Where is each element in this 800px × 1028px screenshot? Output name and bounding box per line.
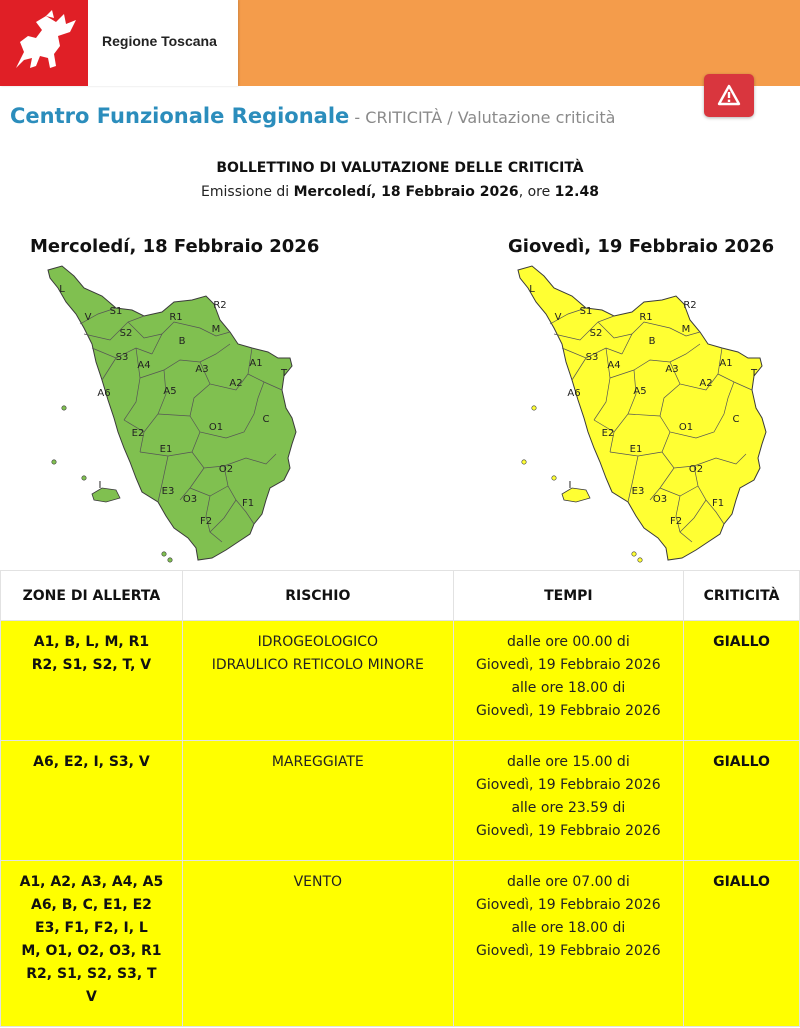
- small-island: [82, 476, 86, 480]
- site-title[interactable]: Centro Funzionale Regionale: [10, 104, 350, 128]
- zone-label: E1: [159, 444, 173, 455]
- breadcrumb: CRITICITÀ / Valutazione criticità: [365, 108, 616, 127]
- risk-cell: [182, 861, 453, 1027]
- zone-label: R2: [683, 300, 697, 311]
- zone-label: A4: [607, 360, 621, 371]
- zone-label: C: [262, 414, 270, 425]
- zones-line: A1, B, L, M, R1: [33, 634, 150, 650]
- times-line: Giovedì, 19 Febbraio 2026: [476, 657, 661, 673]
- zones-line: A1, A2, A3, A4, A5: [19, 874, 164, 890]
- zone-label: O3: [652, 494, 668, 505]
- emission-mid: , ore: [518, 184, 551, 200]
- level-cell: GIALLO: [684, 861, 800, 1027]
- times-cell: [453, 861, 683, 1027]
- bulletin-title: BOLLETTINO DI VALUTAZIONE DELLE CRITICITÀ: [216, 160, 584, 176]
- table-header-row: [1, 571, 800, 621]
- tuscany-map-today[interactable]: [40, 262, 310, 568]
- zone-label: E2: [601, 428, 615, 439]
- times-line: Giovedì, 19 Febbraio 2026: [476, 897, 661, 913]
- top-header-bar: [0, 0, 800, 86]
- zone-label: A1: [249, 358, 263, 369]
- times-line: Giovedì, 19 Febbraio 2026: [476, 823, 661, 839]
- zone-label: A5: [163, 386, 177, 397]
- zone-label: E1: [629, 444, 643, 455]
- zones-cell: [1, 861, 183, 1027]
- risk-line: VENTO: [293, 874, 343, 890]
- zone-label: F1: [241, 498, 255, 509]
- zone-label: M: [681, 324, 691, 335]
- site-title-bar: [10, 104, 615, 128]
- risk-line: IDROGEOLOGICO: [257, 634, 379, 650]
- zones-line: A6, E2, I, S3, V: [33, 754, 150, 770]
- times-cell: [453, 621, 683, 741]
- zones-line: M, O1, O2, O3, R1: [21, 943, 162, 959]
- zone-label: R1: [639, 312, 653, 323]
- zone-label: T: [750, 368, 758, 379]
- logo-text: Regione Toscana: [102, 33, 217, 49]
- zone-label: T: [280, 368, 288, 379]
- region-outline: [518, 266, 766, 560]
- times-line: Giovedì, 19 Febbraio 2026: [476, 777, 661, 793]
- island-elba: [92, 488, 120, 502]
- zone-label: S2: [589, 328, 603, 339]
- zone-label: R1: [169, 312, 183, 323]
- zone-label: O2: [688, 464, 704, 475]
- times-line: Giovedì, 19 Febbraio 2026: [476, 703, 661, 719]
- times-line: dalle ore 07.00 di: [507, 874, 630, 890]
- small-island: [632, 552, 636, 556]
- regione-toscana-logo-link[interactable]: [0, 0, 238, 86]
- risk-cell: [182, 741, 453, 861]
- table-row: [1, 621, 800, 741]
- region-outline: [48, 266, 296, 560]
- times-cell: [453, 741, 683, 861]
- risk-cell: [182, 621, 453, 741]
- header-risk: RISCHIO: [182, 571, 453, 621]
- map-title-tomorrow: Giovedì, 19 Febbraio 2026: [508, 236, 775, 257]
- zone-label: A5: [633, 386, 647, 397]
- tuscany-map-tomorrow[interactable]: [510, 262, 780, 568]
- zone-label: E3: [161, 486, 175, 497]
- zone-label: R2: [213, 300, 227, 311]
- zone-label: S1: [109, 306, 123, 317]
- small-island: [62, 406, 66, 410]
- zone-label: S1: [579, 306, 593, 317]
- small-island: [168, 558, 172, 562]
- small-island: [522, 460, 526, 464]
- level-cell: GIALLO: [684, 741, 800, 861]
- zones-line: E3, F1, F2, I, L: [35, 920, 148, 936]
- zone-label: A2: [229, 378, 243, 389]
- zone-label: S3: [115, 352, 129, 363]
- emission-date: Mercoledí, 18 Febbraio 2026: [293, 184, 519, 200]
- zones-cell: [1, 741, 183, 861]
- zones-line: A6, B, C, E1, E2: [30, 897, 152, 913]
- small-island: [532, 406, 536, 410]
- zone-label: O1: [678, 422, 694, 433]
- small-island: [638, 558, 642, 562]
- zone-label: L: [529, 284, 535, 295]
- times-line: dalle ore 15.00 di: [507, 754, 630, 770]
- zones-line: R2, S1, S2, S3, T: [26, 966, 157, 982]
- island-elba: [562, 488, 590, 502]
- zone-label: I: [98, 480, 102, 491]
- header-zones: ZONE DI ALLERTA: [1, 571, 183, 621]
- title-separator: -: [354, 108, 361, 127]
- zone-label: I: [568, 480, 572, 491]
- zone-label: O2: [218, 464, 234, 475]
- pegasus-logo-icon: [0, 0, 88, 86]
- header-level: CRITICITÀ: [684, 571, 800, 621]
- zones-line: R2, S1, S2, T, V: [31, 657, 152, 673]
- zone-label: F2: [199, 516, 213, 527]
- zone-label: A6: [567, 388, 581, 399]
- times-line: alle ore 18.00 di: [511, 680, 626, 696]
- risk-line: MAREGGIATE: [271, 754, 364, 770]
- small-island: [552, 476, 556, 480]
- zone-label: V: [554, 312, 562, 323]
- alert-warning-button[interactable]: [704, 74, 754, 117]
- zone-label: A6: [97, 388, 111, 399]
- zones-line: V: [86, 989, 97, 1005]
- zone-label: F2: [669, 516, 683, 527]
- warning-triangle-icon: [717, 84, 741, 106]
- zone-label: E2: [131, 428, 145, 439]
- zone-label: O3: [182, 494, 198, 505]
- zone-label: A3: [195, 364, 209, 375]
- zone-label: B: [648, 336, 656, 347]
- zone-label: L: [59, 284, 65, 295]
- zones-cell: [1, 621, 183, 741]
- small-island: [52, 460, 56, 464]
- zone-label: S2: [119, 328, 133, 339]
- zone-label: A2: [699, 378, 713, 389]
- emission-prefix: Emissione di: [201, 184, 290, 200]
- table-row: [1, 741, 800, 861]
- map-title-today: Mercoledí, 18 Febbraio 2026: [30, 236, 320, 257]
- emission-time: 12.48: [554, 184, 599, 200]
- zone-label: V: [84, 312, 92, 323]
- risk-line: IDRAULICO RETICOLO MINORE: [211, 657, 424, 673]
- zone-label: M: [211, 324, 221, 335]
- times-line: alle ore 23.59 di: [511, 800, 626, 816]
- header-times: TEMPI: [453, 571, 683, 621]
- zone-label: A1: [719, 358, 733, 369]
- zone-label: A3: [665, 364, 679, 375]
- zone-label: E3: [631, 486, 645, 497]
- zone-label: F1: [711, 498, 725, 509]
- small-island: [162, 552, 166, 556]
- level-cell: GIALLO: [684, 621, 800, 741]
- zone-label: O1: [208, 422, 224, 433]
- zone-label: A4: [137, 360, 151, 371]
- alert-table: [0, 570, 800, 1027]
- times-line: Giovedì, 19 Febbraio 2026: [476, 943, 661, 959]
- zone-label: B: [178, 336, 186, 347]
- bulletin-emission: [0, 184, 800, 200]
- zone-label: C: [732, 414, 740, 425]
- zone-label: S3: [585, 352, 599, 363]
- times-line: dalle ore 00.00 di: [507, 634, 630, 650]
- times-line: alle ore 18.00 di: [511, 920, 626, 936]
- table-row: [1, 861, 800, 1027]
